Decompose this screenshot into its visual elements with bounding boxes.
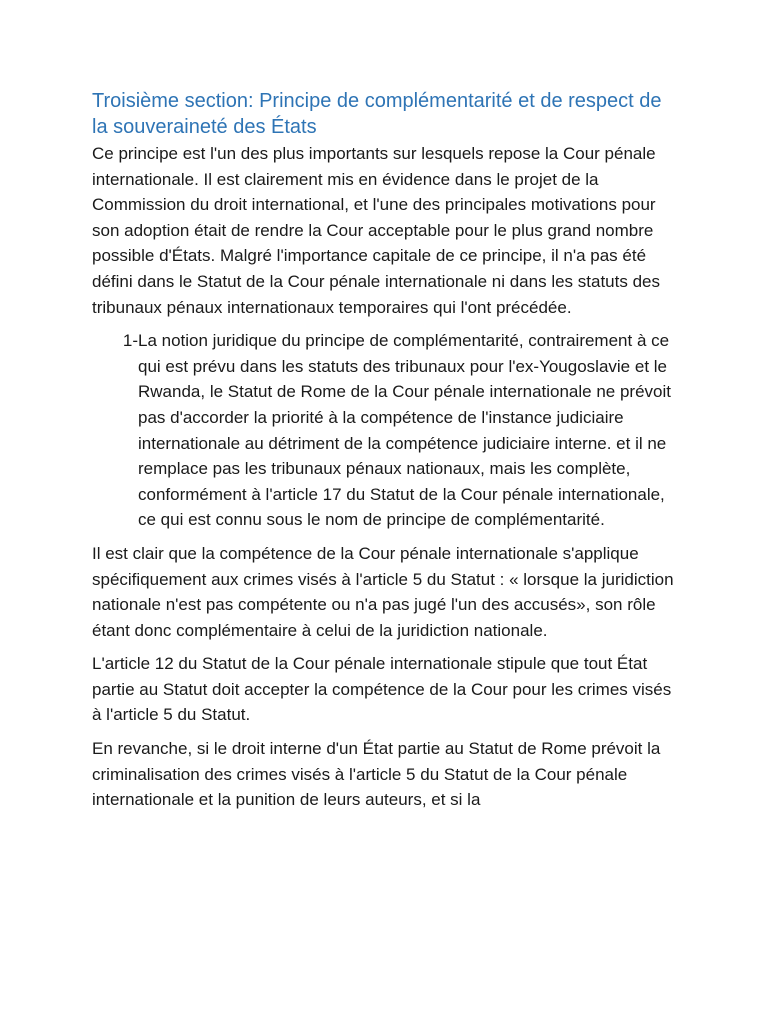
paragraph-competence: Il est clair que la compétence de la Cour pénale internationale s'applique spécifiquement aux crimes visés à l'article 5 du Statut : « lorsque la juridiction nationale n'est pas compétente ou n'a pas jugé l'un des accusés», son rôle étant donc complémentaire à celui de la juridiction nationale. bbox=[92, 543, 674, 640]
list-item-text: La notion juridique du principe de complémentarité, contrairement à ce qui est prévu dans les statuts des tribunaux pour l'ex-Yougoslavie et le Rwanda, le Statut de Rome de la Cour pénale internationale ne prévoit pas d'accorder la priorité à la compétence de l'instance judiciaire internationale au détriment de la compétence judiciaire interne. et il ne remplace pas les tribunaux pénaux nationaux, mais les complète, conformément à l'article 17 du Statut de la Cour pénale internationale, ce qui est connu sous le nom de principe de complémentarité. bbox=[138, 331, 672, 530]
document-page bbox=[92, 88, 680, 821]
paragraph-droit-interne: En revanche, si le droit interne d'un État partie au Statut de Rome prévoit la criminalisation des crimes visés à l'article 5 du Statut de la Cour pénale internationale et la punition de leurs auteurs, et si la bbox=[92, 739, 661, 810]
paragraph-article-12: L'article 12 du Statut de la Cour pénale internationale stipule que tout État partie au Statut doit accepter la compétence de la Cour pour les crimes visés à l'article 5 du Statut. bbox=[92, 654, 672, 725]
intro-paragraph: Ce principe est l'un des plus importants sur lesquels repose la Cour pénale internationale. Il est clairement mis en évidence dans le projet de la Commission du droit international, et l'une des principales motivations pour son adoption était de rendre la Cour acceptable pour le plus grand nombre possible d'États. Malgré l'importance capitale de ce principe, il n'a pas été défini dans le Statut de la Cour pénale internationale ni dans les statuts des tribunaux pénaux internationaux temporaires qui l'ont précédée. bbox=[92, 144, 660, 317]
section-heading: Troisième section: Principe de complémentarité et de respect de la souveraineté des États bbox=[92, 90, 662, 138]
list-item-number: 1- bbox=[122, 331, 138, 351]
list-item bbox=[92, 328, 680, 533]
numbered-list bbox=[92, 328, 680, 533]
